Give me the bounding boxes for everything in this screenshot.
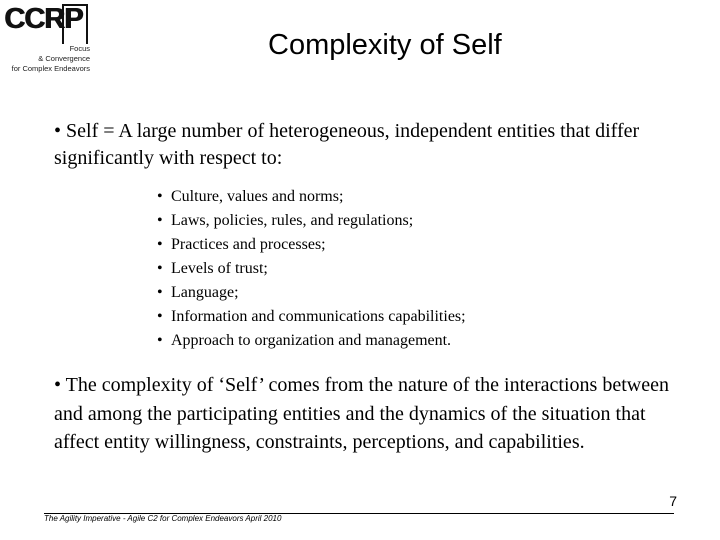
bullet: • — [157, 308, 163, 325]
list-item-text: Levels of trust; — [171, 260, 268, 277]
footer-text: The Agility Imperative - Agile C2 for Complex Endeavors April 2010 — [44, 514, 282, 523]
bullet: • — [157, 212, 163, 229]
bullet: • — [157, 332, 163, 349]
logo-mark: CCRP — [4, 3, 83, 35]
list-item-text: Language; — [171, 284, 239, 301]
logo-line: & Convergence — [38, 54, 90, 63]
list-item-text: Information and communications capabilities; — [171, 308, 466, 325]
logo-line: for Complex Endeavors — [11, 64, 90, 73]
bullet: • — [157, 188, 163, 205]
logo-tagline — [4, 44, 90, 74]
slide-title: Complexity of Self — [268, 29, 502, 61]
bullet: • — [157, 260, 163, 277]
intro-paragraph — [54, 118, 674, 172]
complexity-text: The complexity of ‘Self’ comes from the nature of the interactions between and among the participating entities and the dynamics of the situation that affect entity willingness, constraints, perceptions, and capabilities. — [54, 374, 669, 453]
attribute-list — [157, 185, 466, 353]
list-item — [157, 209, 466, 233]
list-item — [157, 329, 466, 353]
bullet: • — [157, 284, 163, 301]
bullet: • — [157, 236, 163, 253]
ccrp-logo — [4, 2, 92, 76]
complexity-paragraph — [54, 371, 674, 457]
list-item-text: Culture, values and norms; — [171, 188, 344, 205]
bullet: • — [54, 374, 62, 396]
list-item — [157, 185, 466, 209]
list-item — [157, 305, 466, 329]
list-item — [157, 281, 466, 305]
list-item-text: Approach to organization and management. — [171, 332, 452, 349]
bullet: • — [54, 120, 62, 142]
logo-line: Focus — [69, 44, 90, 53]
intro-text: Self = A large number of heterogeneous, independent entities that differ significantly with respect to: — [54, 120, 640, 169]
page-number: 7 — [669, 493, 677, 509]
list-item — [157, 233, 466, 257]
list-item-text: Practices and processes; — [171, 236, 326, 253]
list-item — [157, 257, 466, 281]
list-item-text: Laws, policies, rules, and regulations; — [171, 212, 414, 229]
